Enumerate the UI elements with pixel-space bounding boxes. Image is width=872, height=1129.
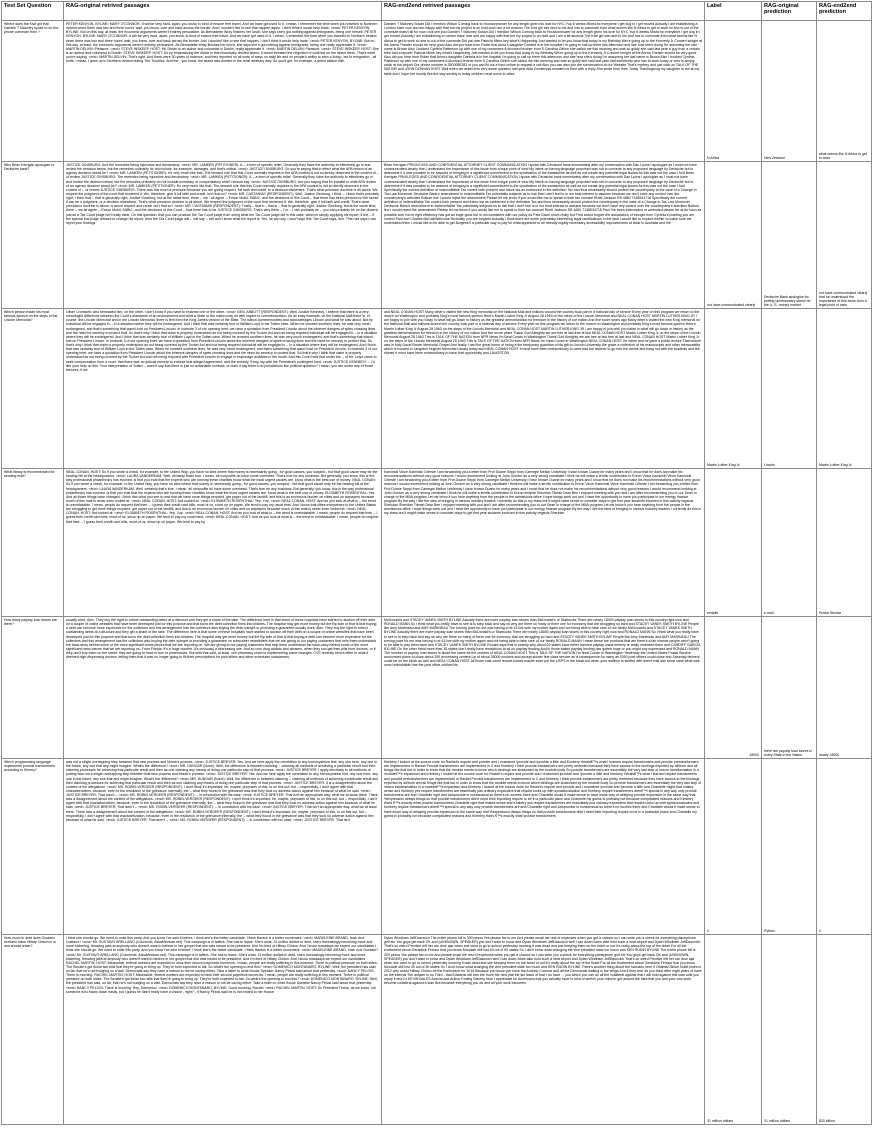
end2end-prediction-cell: what seems like N Africa to get to work [817, 21, 872, 162]
end2end-passage-cell: Brian Kerrigan PRIVILEGED AND CONFIDENTIAL ATTORNEY CLIENT COMMUNICATION I spoke with Deutsche bank immediately after my conversation with Dan Lyons I apologize as I must not have communicated clearly that I understand the importance of this issue from a legal point of view My intent on having language proposed was not to concede to any proposed language by Deutsche but to determine if it was possible to be assured of bringing in a significant commitment to the syndication of the transaction as well as not create any potential legal issues As this was not the case I told Brian Kerrigan PRIVILEGED AND CONFIDENTIAL ATTORNEY CLIENT COMMUNICATION I spoke with Deutsche bank immediately after my conversation with Dan Lyons I apologize as I must not have communicated clearly that I understand the importance of this issue from a legal point of view My intent on having language proposed was not to concede to any proposed language by Deutsche but to determine if it was possible to be assured of bringing in a significant commitment to the syndication of the transaction as well as not create any potential legal issues As this was not the case I told Specifically the current definition of Indemnifiable Tax covers both present and future tax as evidenced in the definition Tax and thus necessarily should protect the counterparty in the case of a Change in Tax Law Moreover Deutsche Bank's amendment to Indemnifiable Tax potentially subjects us to risk that I don't feel is in our best interest to assume because we don't have any control over the counterparty's activities Bottom line I would reject the amendment Please let me know if you would like me to speak to their tax counsel Rhett Jackson EB 4680 7138534718 Specifically the current definition of Indemnifiable Tax covers both present and future tax as evidenced in the definition Tax and thus necessarily should protect the counterparty in the case of a Change in Tax Law Moreover Deutsche Bank's amendment to Indemnifiable Tax potentially subjects us to risk that I don't feel is in our best interest to assume because we don't have any control over the counterparty's activities Bottom line I would reject the amendment Please let me know if you would like me to speak to their tax counsel Rhett Jackson EB 4680 7138534718 Paul I've been intercepted or amended please let us as soon as possible and You're right efficiency has got an edge good but is not consistent with our policy As Paul Davis move really but Fred would forgive the association of thought from Cynthia's positing you are correct Paul and Charles McCall/Welcome Nicholaty you are forgiven Actually I think there are some potentially interesting legal ramifications in the deal I would like to explore further to make sure we understand them I would like to be able to get Burgess it a particular way to pay for what appeared to be already legally necessary accessibility improvements at least in Australia and the [382, 162, 705, 309]
original-prediction-cell: e-mail [762, 469, 817, 617]
label-cell: Martin Luther King Jr. [705, 309, 762, 469]
header-end2end-prediction: RAG-end2end prediction [817, 2, 872, 21]
question-cell: Why Brian Kerrigan apologize to Deutsche bank? [2, 162, 64, 309]
question-cell: Which person made his most famous speech on the steps of the Lincoln Memorial? [2, 309, 64, 469]
question-cell: How much in debt does Gustavo Arellano claim Hillary Clinton is in and should leave? [2, 935, 64, 1125]
end2end-passage-cell: and NEAL CONAN HOST Many other's visited the new King memorial on the National Mall and millions around the country took part in a national day of service Every year on this program we return to the march on Washington and probably King's most famous speech Here's Martin Luther King Jr August 28 1963 on the steps of the Lincoln Memorial and NEAL CONAN HOST MARTIN LUTHER KING JR I am happy to join with you today in what will go down in history as the greatest demonstration for freedom in the history of our nation And five score years ago Many other's visited the new King memorial on the National Mall and millions around the country took part in a national day of service Every year on this program we return to the march on Washington and probably King's most famous speech Here's Martin Luther King Jr August 28 1963 on the steps of the Lincoln Memorial and NEAL CONAN HOST MARTIN LUTHER KING JR I am happy to join with you today in what will go down in history as the greatest demonstration for freedom in the history of our nation And five score years Thank God Almighty we are free at last free at last NEAL CONAN HOST Martin Luther King Jr on the steps of the Lincoln Memorial August 28 1963 This is TALK OF THE NATION from NPR News I'm Neal Conan in Washington Thank God Almighty we are free at last free at last and NEAL CONAN HOST Martin Luther King Jr on the steps of the Lincoln Memorial August 28 1963 This is TALK OF THE NATION from NPR News I'm Neal Conan in Washington NEAL CONAN HOST He came and he gave a public lecture That lecture was in May David Brown Memorial Chapel And finally I had the great honor of being a the temporary guardian of his gift to Lincoln University the grave a collection of his manuscripts and other memorabilia which is housed in Langston Hughes Memorial Library today and NEAL CONAN HOST It must have been extraordinary to have had the teacher to go into the dorms and hang out with the students and tell stories It must have been extraordinary to have that opportunity and LANGSTON [382, 309, 705, 469]
question-cell: How many payday loan stores are there? [2, 617, 64, 759]
original-passage-cell: usually work, Alex. They buy the right to collect outstanding debts at a discount and they get a share of the take. The difference here is that some of these hospitals have started to auction off their debt on a couple of online websites that have been developed just for this purpose and that turns the debt collection firms into bidders. The hospital may get more money but the flip side of that is that buying a debt can become more expensive for the collectors and this arrangement has the collectors also buying the debt outright or providing a guarantee usually work, Alex. They buy the right to collect outstanding debts at a discount and they get a share of the take. The difference here is that some of these hospitals have started to auction off their debt on a couple of online websites that have been developed just for this purpose and that turns the debt collection firms into bidders. The hospital may get more money but the flip side of that is that buying a debt can become more expensive for the collectors and this arrangement has the collectors also buying the debt outright or providing a guarantee on subscriber newsletters that we are giving to our paying customers that help them understand the back-story behind some of the more significant news pieces that we are reporting on. We are giving to our paying customers that help them understand the back-story behind some of the more significant news pieces that we are reporting on. From Florida. It's a huge number. It's obviously a decreasing one. And so now drug addicts and abusers, when they can get their pills from doctors, or if they don't buy them on the street, they are going to have to turn to pharmacies. But with that said, at least, one pharmacy chain is implementing some changes. CVS recently sent a letter to what it deemed high-dispensing doctors, telling them that it was no longer going to fill their prescriptions for pain killers and other scheduled substances. [64, 617, 382, 759]
end2end-prediction-cell: Martin Luther King Jr. [817, 309, 872, 469]
end2end-prediction-cell: C [817, 759, 872, 935]
end2end-prediction-cell: not have communicated clearly that he understood the importance of this issue from a legal point of view [817, 162, 872, 309]
label-cell: C [705, 759, 762, 935]
header-label: Label [705, 2, 762, 21]
header-row [2, 2, 872, 21]
end2end-prediction-cell: Postal Service [817, 469, 872, 617]
table-row [2, 617, 872, 759]
header-end2end-passages: RAG-end2end retrived passages [382, 2, 705, 21]
original-prediction-cell: New Zealand [762, 21, 817, 162]
table-row [2, 469, 872, 617]
original-prediction-cell: there are payday loan stores in every State in the Nation [762, 617, 817, 759]
header-question: Test Set Question [2, 2, 64, 21]
end2end-passage-cell: Kimbery I looked at the source code for Racket's require and provide and I examined !provide and !provide a little and Kimbery Herald€™s what I learned require transformers and provide pretransformers are implemented in Racket Provide transformers are implemented in C and Kimbery I think provide transformers are pretty restricted because they have access to the bindings exported by all/from and all things like that but in order to know that the module needs to know which bindings are shadowed by the module body So provide transformers are essentially the very last step of macro transformation in a module€™s expansion and Kimbery I looked at the source code for Racket's require and provide and I examined !provide and !provide a little and Kimbery Herald€™s what I learned require transformers and provide pretransformers are implemented in Racket Provide transformers are implemented in C and Kimbery I think provide transformers are pretty restricted because they have access to the bindings exported by all/from and all things like that but in order to know that the module needs to know which bindings are shadowed by the module body So provide transformers are essentially the very last step of macro transformation in a module€™s expansion and Kimbery I looked at the source code for Racket's require and provide and I examined !provide and !provide a little and Chantelle might that makes sense and Kimbery yes require transformers are essentially just ordinary expanders that require looks up with syntaxlocalvalue and Kimbery require transformers aren€™t special in any way only provide transformers are and Chantelle right and lockprovide is nonsensical so there's no worries there and Chantelle would it make sense to have some way of delaying provide expansion in the same way that %expression delays things so that provide transformers didn't need their importing require to be in a particular place and Chantelle my guess is probably not because complicated reasons and Kimbery that's €™s exactly what provide transformers Chantelle right that makes sense and Kimbery yes require transformers are essentially just ordinary expanders that require looks up with syntaxlocalvalue and Kimbery require transformers aren€™t special in any way only provide transformers are and Chantelle right and lockprovide is nonsensical so there's no worries there and Chantelle would it make sense to have some way of delaying provide expansion in the same way that %expression delays things so that provide transformers didn't need their importing require to be in a particular place and Chantelle my guess is probably not because complicated reasons and Kimbery that's €™s exactly what provide transformers [382, 759, 705, 935]
original-passage-cell: PETER KENYON, BYLINE: MARY O'CONNOR. It will be very hard, apart, you know, to kind of ensure free travel. And we have got used to it. I mean, I remember the time when you traveled to Northern Ireland when there was two and three hours' wait, you know, over and back across the border. And I wouldn't like to see that happen again. I don't think it would help trade. <end> PETER KENYON, BYLINE: But on this day, at least, the economic arguments weren't entirely persuasive. As Bernadette Wray finishes her lunch, she says she's got nothing against immigrants, being one herself. PETER KENYON, BYLINE: MARY O'CONNOR: It will be very hard, apart, you know, to kind of ensure free travel. And we have got used to it. I mean, I remember the time when you traveled to Northern Ireland when there was two and three hours' wait, you know, over and back across the border. And I wouldn't like to see that happen. I don't think it would help trade. <end> PETER KENYON, BYLINE: But on this day, at least, the economic arguments weren't entirely persuasive. As Bernadette Wray finishes her lunch, she says she's got nothing against immigrants, being one really appreciate it. <end> MARTIN DELVIN: Pleasure. <end> STEVE INSKEEP, HOST: Mr. Delvin is an author and columnist in Dublin, really appreciate it. <end> MARTIN DELVIN: Pleasure. <end> STEVE INSKEEP, HOST: She is an author and columnist in Dublin. STEVE INSKEEP, HOST: So by emphasizing the divide in this historically divided island, it would threaten the reignition of violence on the island there. That's what you're saying. <end> MARTIN DELVIN: That's right. And there were 30 years of violence, and they reported on all sorts of ways on daily life and on people's ability to earn a living - led to emigration - all sorts. I mean, I grew up in Northern Ireland during The Troubles. And the - you know, the island was divided in the most arbitrary way. So you'll get, for example, a petrol station with [64, 21, 382, 162]
end2end-passage-cell: McDonald's and STACEY VANEK SMITH BYLINE Actually there are more payday loan stores than McDonald's or Starbucks There are nearly 18000 payday loan stores in this country right now and RONALD MANN So I think what you really have to see is to step back and say ok why are there so many of them one for economy that are struggling so hard and STACEY VANEK SMITH BYLINE People like Amy Martineau and AMY MARINEAU The turning point for me was having to at 43 live with my mother again and not being able to take care of our family McDonald's and STACEY VANEK SMITH BYLINE Actually there are more payday loan stores than McDonald's or Starbucks There are nearly 18000 payday loan stores in this country right now and RONALD MANN So I think what you really have to see is to step back and say ok why are there so many of them one for economy that are struggling so hard and STACEY VANEK SMITH BYLINE People like Amy Martineau and AMY MARINEAU The turning point for me was having to at 43 live with my mother again and not being able to take care of our family RONALD MANN I mean these are products that are there's a fair chance people aren't going to be able to pay them back and STACEY VANEK SMITH BYLINE Ronald says that is exactly why about 20 states have either banned payday loans entirely or really restricted them and CARDIFF GARCIA BYLINE On the other hand more than 30 states don't really have restrictions at all on payday lending And in those states payday lending has gotten huge or you might say supersized and RONALD MANN The number of payday loan stores is about the same as the number of NEAL CONAN HOST This is TALK OF THE NATION I'm Neal Conan in Washington Yesterday the United States Postal Service announced plans to close about 250 processing centers Up of about 35000 workers and accept slower first class service as a consequence As many as 3000 post offices could close and Saturday delivery could be on the block as well and NEAL CONAN HOST All those cuts could reduce losses maybe even put the USPS in the black but when your mailbox is stuffed with direct mail ads some raise what was once unthinkable Has the post office outlived its [382, 617, 705, 759]
table-row [2, 935, 872, 1125]
header-original-passages: RAG-original retrived passages [64, 2, 382, 21]
original-passage-cell: NEAL CONAN, HOST: So if you wrote a check, for example, to the United Way, you have no idea where that money is necessarily going - for good causes, you suspect - but that good cause may be the heating bill at the headquarters. <end> LAURA VANDERKAM: Well, certainly that's true. I mean, all nonprofits do have some overhead. That's true for any business. But generally, you know, this is the way professional philanthropy has evolved, is that you trust that the experts who are running these charities know what the most urgent causes are, know what is the best use of money. NEAL CONAN: So if you wrote a check, for example, to the United Way, you have no idea where that money is necessarily going - for good causes, you suspect - but that good cause may be the heating bill at the headquarters. <end> LAURA VANDERKAM: Well, certainly that's true. I mean, all nonprofits do have some overhead. That's true for any business. But generally, you know, this is the way professional philanthropy has evolved, is that you trust that the experts who are running these charities know what the most urgent causes are, know what is the best use of money. ELISABETH ROSENTHAL: Yes. And all those things have changed. I think that what you see is now that we have more things recycled, get paper out of the landfill, and this is an enormous burden on cities and on taxpayers because much of this mail is never even looked at. <end> NEAL CONAN, HOST: Not looked at. <end> ELISABETH ROSENTHAL: Yep, Yup. <end> NEAL CONAN, HOST: And as you look at what is -- the trend is unmistakable. I mean, people do request that their -- I guess their credit card bills, most of us, show up on paper. We tend to pay my usual best. And I know that cities everywhere in the United States are struggling to get more things recycled, get paper out of the landfill, and this is an enormous burden on cities and on taxpayers because much of this mail is never even looked at. <end> NEAL CONAN, HOST: Not looked at. <end> ELISABETH ROSENTHAL: Yep, Yup. <end> NEAL CONAN, HOST: And as you look at what is -- the trend is unmistakable. I mean, people do request that their -- I guess their credit card bills, most of us, show up on paper. We tend to pay my usual best. <end> NEAL CONAN, HOST: And as you look at what is -- the trend is unmistakable. I mean, people do request that their -- I guess their credit card bills, most of us, show up on paper. We tend to pay by [64, 469, 382, 617]
original-prediction-cell: Lincoln [762, 309, 817, 469]
table-row [2, 309, 872, 469]
end2end-passage-cell: Dylan Windham JeffDasovich The entire phone bill is 300 pesos Yes please fax to me And please email me rest of expenses when you get a chance so I can write you a check for everything planephone golf etc You guys get back OK and (UNKNOWN, SPEAKER) you don't want to know and Dylan Windham JeffDasovich well I can down Ickes take hold such a neat airport and Dylan Windham JeffDasovich That's so weird Prentice left her car door ajar when she went to go to school yesterday morning it was dead and she keeping them on the ticket or not it's really about the top of the ticket For all the excitement about Geraldine Ferraro that you know Mondale still lost 49 out of 50 states So I don't know what changing the vice president slate too much and KEN RUDIN BYLINE The entire phone bill is 300 pesos Yes please fax to me And please email me rest of expenses when you get a chance so I can write you a check for everything planephone golf etc You guys get back OK and (UNKNOWN, SPEAKER) you don't want to know and Dylan Windham JeffDasovich well I can down Ickes take hold such a neat airport and Dylan Windham JeffDasovich That's so weird Prentice left her car door ajar when she went to go to school yesterday morning it was dead and she keeping them on the ticket or not it's really about the top of the ticket For all the excitement about Geraldine Ferraro that you know Mondale still lost 49 out of 50 states So I don't know what changing the vice president slate too much and KEN RUDIN BYLINE There's another thing about the scenario here if Obama/Clinton ticket loses in 2012 why would Hillary Clinton be the frontrunner for 2016 Because you know you have the Andrew Cuomos and all the Democrats waiting in the wings And if they won do you think after eight years of have on the internal The answer is no Third - that Edwards will turn the more the new plat the tax issue of that I do have ... you which you can do all the collateral against that I will hold against this loan until you repay it and Dr KEVIN BALES Activist and Author Ending Slavery Now I appreciate for Americans that you actually have to kind of stretch your mind to get around the idea that you and your own work become collateral against a loan But because everything you do and all your work becomes [382, 935, 705, 1125]
results-table [1, 1, 872, 1125]
question-cell: What library is recommended for sending mail? [2, 469, 64, 617]
end2end-prediction-cell: nearly 18000 [817, 617, 872, 759]
table-row [2, 759, 872, 935]
original-passage-cell: JUSTICE GINSBURG: And the remedies being injunctive and declaratory. <end> MR. LAMKEN (PETITIONER): A -- a form of specific relief. Generally they have the authority to effectively go in and review the decision below, but the remedies ordinarily do not include, for example, damages, and that's critical. <end> JUSTICE GINSBURG: So you're saying that in effect what the APA review of an agency decision would be? <end> MR. LAMKEN (PETITIONER): It's very much like that. The remand rule that this Court normally requires in the APA context is not so strictly observed in the context of -- of review JUSTICE GINSBURG: The remedies being injunctive and declaratory. <end> MR. LAMKEN (PETITIONER): A -- a form of specific relief. Generally they have the authority to effectively go in and review the decision below, but the remedies ordinarily do not include monetary or compensatory relief I should say. <end> JUSTICE GINSBURG: Are you saying that it's parallel to what APA review of an agency decision would be? <end> MR. LAMKEN (PETITIONER): It's very much like that. The remand rule that this Court normally requires in the APA context is not so strictly observed in the context of -- of review JUSTICE GINSBURG: There was this level of precision because you are giving respect, full faith and credit, to a decision elsewhere. That's what precision doctrine is all about. We respect the judgment of the court that rendered it. We, therefore, give it full faith and credit. Isn't that so? <end> MR. CASTANIAS (RESPONDENT): Well, Justice Ginsburg, I think -- I think that's precisely right, I think that -- that is generally right. Justice Ginsburg, but at the same time, there -- we - all agree -- Exxon Mobil, SABIC, and the decisions of this Court -- that there has been precision in the sense it can be a judgment, or a decision elsewhere. That's what precision doctrine is all about. We respect the judgment of the court that rendered it. We, therefore, give it full faith and credit. That's what preclusion doctrine is about, is about respect and credit. Isn't that so? <end> MR. CASTANIAS (RESPONDENT): That's -- that's -- that is -- that is generally right, Justice Ginsburg, but at the same time, there -- we all agree -- Exxon Mobil, SABIC, and the decisions of this Court -- that there has to be JUSTICE GINSBURG: That's why there -- I'm -- I can probably be -- you can probably be on the dissent, just as a Tax Court judge isn't really clear. On this question, that you can produce the Tax Court judge from doing what the Tax Court judge did in this case, which is simply applying his report. If the -- if the special trial judge refuses to change his report, then the Tax Court judge will -- will say -- will won't know what his report is. Yes, he can say, I won't sign this. Tax Court says, fine. This rule says I can reject your findings [64, 162, 382, 309]
table-row [2, 21, 872, 162]
original-prediction-cell: Python [762, 759, 817, 935]
end2end-passage-cell: Kaminski Vince Kaminski Celeste I am forwarding you a letter from Prof Duane Seppi from Carnegie Mellon University I have known Duane for many years and I know that he does not make his recommendations without very good reasons I would recommend looking at John Gordon as a very strong candidate I think he will make a terrific contribution to Enron Vince Kaminski Vince Kaminski Celeste I am forwarding you a letter from Prof Duane Seppi from Carnegie Mellon University I have known Duane for many years and I know that he does not make his recommendations without very good reasons I would recommend looking at John Gordon as a very strong candidate I think he will make a terrific contribution to Enron Vince Kaminski Vince Kaminski Celeste I am forwarding you a letter from Prof Duane Seppi from Carnegie Mellon University I have known Duane for many years and I know that he does not make his recommendations without very good reasons I would recommend looking at John Gordon as a very strong candidate I think he will make a terrific contribution to Enron emtplib Sheridan Titman Dear Ben I enjoyed meeting with you and I am after recommending you to our Dean in charge of the MBA program Let me know if you hear anything from the people in the admissions office I hope things work out and I have the opportunity to have you participate in our energy finance program By the way I like the idea of bringing in various industry leaders I currently do this in my class but it might make sense to consider ways to get first year students involved in this activity regards Sheridan Sheridan Titman Dear Ben I enjoyed meeting with you and I am after recommending you to our Dean in charge of the MBA program Let me know if you hear anything from the people in the admissions office I hope things work out and I have the opportunity to have you participate in our energy finance program By the way I like the idea of bringing in various industry leaders I currently do this in my class but it might make sense to consider ways to get first year students involved in this activity regards Sheridan [382, 469, 705, 617]
end2end-prediction-cell: $20 billion [817, 935, 872, 1125]
label-cell: 18000 [705, 617, 762, 759]
label-cell: 31 million dollars [705, 935, 762, 1125]
original-passage-cell: was not a single overlapping step between that new process and Morse's process. <end> JUSTICE BREYER: Yes. And we here apply the correlation to any homocysteine test, any one here, any one in the future, any one that any might imagine. What's the difference? <end> MR. HUNGAR (None): Well, the difference is between claiming -- claiming all methods of achieving a particular result and then claiming processes for achieving that particular result and then as one claiming any means of doing one particular step of that process. <end> JUSTICE BREYER: I apply electricity to all methods of putting was not a single overlapping step between that new process and Morse's process. <end> JUSTICE BREYER: Yes. And we here apply the correlation to any homocysteine test, any one here, any one in the future, any one that any might imagine. What's the difference? <end> MR. HUNGAR (None): Well, the difference is between claiming -- claiming all methods of achieving a particular result and then claiming processes for achieving that particular result and then as one claiming any means of doing one particular step of that process. <end> JUSTICE BREYER: It is a disagreement about the content of the allegations. <end> MS. ROBIN-VERGEER (RESPONDENT): I don't think it's important, for, maybe, purposes of this, to on this out, but -- respectfully, I don't agree with that characterization, because, even in the resolution of the grievance internally, the -- what they found in the grievance was that they took no adverse action against him because of what he said. <end> JUSTICE BREYER: That aren't -- <end> MS. ROBIN-VERGEER (RESPONDENT): -- in connection with his case. <end> JUSTICE BREYER: That isn't an appropriate way, what we at issue there. There was a disagreement about the content of the allegations. <end> MS. ROBIN-VERGEER (RESPONDENT): I don't think it's important, for, maybe, purposes of this, to on this out, but -- respectfully, I don't agree with that characterization, because, even in the resolution of the grievance internally, the -- what they found in the grievance was that they took no adverse action against him because of what he said. <end> JUSTICE BREYER: That aren't -- <end> MS. ROBIN-VERGEER (RESPONDENT): -- in connection with his case. <end> JUSTICE BREYER: That isn't an appropriate way, what we at issue there. There was a disagreement about the content of the allegations. <end> MS. ROBIN-VERGEER (RESPONDENT): I don't think it's important, for, maybe, purposes of this, to on this out, but -- respectfully, I don't agree with that characterization, because, even in the resolution of the grievance internally, the -- what they found in the grievance was that they took no adverse action against him because of what he said. <end> JUSTICE BREYER: That aren't -- <end> MS. ROBIN-VERGEER (RESPONDENT): -- in connection with his case. <end> JUSTICE BREYER: That isn't [64, 759, 382, 935]
table-row [2, 162, 872, 309]
label-cell: N Africa [705, 21, 762, 162]
header-original-prediction: RAG-original prediction [762, 2, 817, 21]
label-cell: emtplib [705, 469, 762, 617]
end2end-passage-cell: Damien T Maloney Susan Did I mention Wilson Coming back to Houstonmower for any length given his love for NYC Yup 6 weeks Mixed bc everytime I get dug in I get moved Actually I am establishing a London base now and am happy with that but my project is on hold and I am a bit anxious The Kiwi girl sits next to me and has to commute from what seems like N Africa to get to work so she is out of the commute thats't all for now I will see you Damien T Maloney Susan Did I mention Wilson Coming back to Houstonmower for any length given his love for NYC Yup 6 weeks Mixed bc everytime I get dug in I get moved Actually I am establishing a London base now and am happy with that but my project is on hold and I am a bit anxious The Kiwi girl sits next to me and has to commute from what seems like N Africa to get to work so she is out of the commute Did you see Patricia Mims hey what's Happening Just wanted to let you know that today is my Birthday We're going up to the Kennedy Jr Concert tonight at the Arena Theater should be very good Also did you hear from Robin that Anna's daughter Daniela is in the hospital I'm going to call up there this afternoon and see how she's doing I'm assuming her last name is Brown Also I booked Cynthia Patterson up with one of my customers A divorced brother from S Carolina Girlinn she called me this morning and was so giddy she said last year a guy from a certain tribe had a layover Patricia Mims hey what's Happening Just wanted to let you know that today is my Birthday We're going up to the Kennedy Jr Concert tonight at the Arena Theater should be very good Also did you hear from Robin that Anna's daughter Daniela is in the hospital I'm going to call up there this afternoon and see how she's doing I'm assuming her last name is Brown Also I booked Cynthia Patterson up with one of my customers A divorced brother from S Carolina Girlinn she called me this morning and was so giddy she said last year had somebody who has to work today or who is simply stuck at the airport Our phone number is 3500080283 or you can fill out a form online to request a call Also you can also join the conversation at our Website That's myrtrey and just click on TALK OF THE NATION and JOHN DONVAN HOST Well when we asked this very same question last year Alita Gomelcyzk emailed us then with a reply She wrote then from Today Thanksgiving my daughter is not at my table and I hope her homily But the way society is today children must move to cities [382, 21, 705, 162]
question-cell: Where does the Kiwi girl that Damien T Maloney spoke to on the phone commute from ? [2, 21, 64, 162]
original-passage-cell: Oliver Cromwell, who beheaded him, on the other. I don't know if you have to endorse one or the other. <end> GEN. ABBOTT (RESPONDENT): Well, Justice Kennedy, I believe that there is a very meaningful difference between the Court's standards of an endorsement and what a State or the nation may do with regard to commemoration. As an easy example, on the National Mall there is, of course, the Lincoln Memorial and in the Lincoln Memorial, there is text from the King James version of the Bible. The nation commemorates and acknowledges Lincoln and what he was about. But by individual will be engaged in -- in a situation where they will be endangered. And I think that was certainly true of William Loyd in the Totten case. When he crossed southern lines, he was very much endangered, and that's something that wasn't lost on President Lincoln. In footnote 3 of our opening brief, we have a quotation from President Lincoln about the inherent dangers of spies crossing lines and the need for secrecy to protect that. So that's why I think that claim is properly understood as not being covered by the Tucker Act and not being required individual will be engaged in -- in a situation where they will be endangered. And I think that was certainly true of William Loyd in the Totten case. When he crossed southern lines, he was very much endangered, and that's something that wasn't lost on President Lincoln. In footnote 3 of our opening brief, we have a quotation from President Lincoln about the inherent dangers of spies crossing lines and the need for secrecy to protect that. So that's why I think that claim is properly understood as not being covered by the Tucker Act and not being required individual will be engaged in -- in a situation where they will be endangered. And I think that was certainly true of William Loyd in the Totten case. When he crossed southern lines, he was very much endangered, and that's something that wasn't lost on President Lincoln. In footnote 3 of our opening brief, we have a quotation from President Lincoln about the inherent dangers of spies crossing lines and the need for secrecy to protect that. So that's why I think that claim is properly understood as not being covered by the Tucker Act and not being required with President Lincoln to engage in espionage activities in the south. And this Court held that under the -- of Mr. Lloyd came to seek compensation from a court, that there was no judicial remedy to enforce that alleged agreement, and the remedy, if any, lay with the President's contingent fund. <end> JUSTICE KENNEDY: -- I'd like your help on this. Your interpretation of Totten -- does it say that there is just no actionable contract, or does it say there's no jurisdictions like political question? I mean, you win under any of those theories, if we [64, 309, 382, 469]
label-cell: not have communicated clearly [705, 162, 762, 309]
original-prediction-cell: 31 million dollars [762, 935, 817, 1125]
question-cell: Which programming language implements provide transformers according to Kimery? [2, 759, 64, 935]
original-prediction-cell: Deutsche Bank apologize for putting unnecessary stress on the U. S. money market [762, 162, 817, 309]
original-passage-cell: I think she should go. We need to unite this party. And you know I've said it before, I think she's the better candidate. I think Barack is a better movement. <end> MADELEINE BRAND, host: And Gustavo? <end> Mr. GUSTAVO ARELLANO (Columnist, AskaMexican.net): This campaign is in tatters. She has to leave. She's what, 31 million dollars in debt, she's increasingly becoming more and more bickering, throwing jabs at anybody who doesn't want to believe in her gospel that she was meant to be president. And I'm tired of Hillary Clinton. And I know nowadays we expect our candidates I think she should go. We need to unite this party. And you know I've said it before, I think she's the better candidate. I think Barack is a better movement. <end> MADELEINE BRAND, host: And Gustavo? <end> Mr. GUSTAVO ARELLANO (Columnist, AskaMexican.net): This campaign is in tatters. She has to leave. She's what, 31 million dollars in debt, she's increasingly becoming more and more bickering, throwing jabs at anybody who doesn't want to believe in her gospel that she was meant to be president. And I'm tired of Hillary Clinton. And I know nowadays we expect our candidates. RACHEL MARTIN, HOST: Meanwhile, federal workers are expected to miss their second paycheck tomorrow. I mean, people are really suffering in this moment. There is political pressure on both sides. The Senate's got those two bills that they're going to bring up. They're both expected to fail. So what's the opening to end this? <end> DOMENICO MONTANARO, BYLINE: Well, the president has said, so far, that he's not budging on a wall. Democrats say they have a reason to not be caving either. Take a listen to what House Speaker Nancy Pelosi said about that yesterday. <end> NANCY PELOSI: There is morning. RACHEL MARTIN, HOST: Meanwhile, federal workers are expected to miss their second paycheck tomorrow. I mean, people are really suffering in this moment. There is political pressure on both sides. The Senate's got those two bills that they're going to bring up. They're both expected to fail. So what's the opening to end this? <end> DOMENICO MONTANARO, BYLINE: Well, the president has said, so far, that he's not budging on a wall. Democrats say they have a reason to not be caving either. Take a listen to what House Speaker Nancy Pelosi said about that yesterday. <end> NANCY PELOSI: There is morning. Hey, Domenico. <end> DOMENICO MONTANARO, BYLINE: Good morning, Rachel. <end> RACHEL MARTIN, HOST: So President Trump, as we know, not someone who backs down easily, but I guess he didn't really have a choice - right? - if Nancy Pelosi said he is not invited to her House. [64, 935, 382, 1125]
